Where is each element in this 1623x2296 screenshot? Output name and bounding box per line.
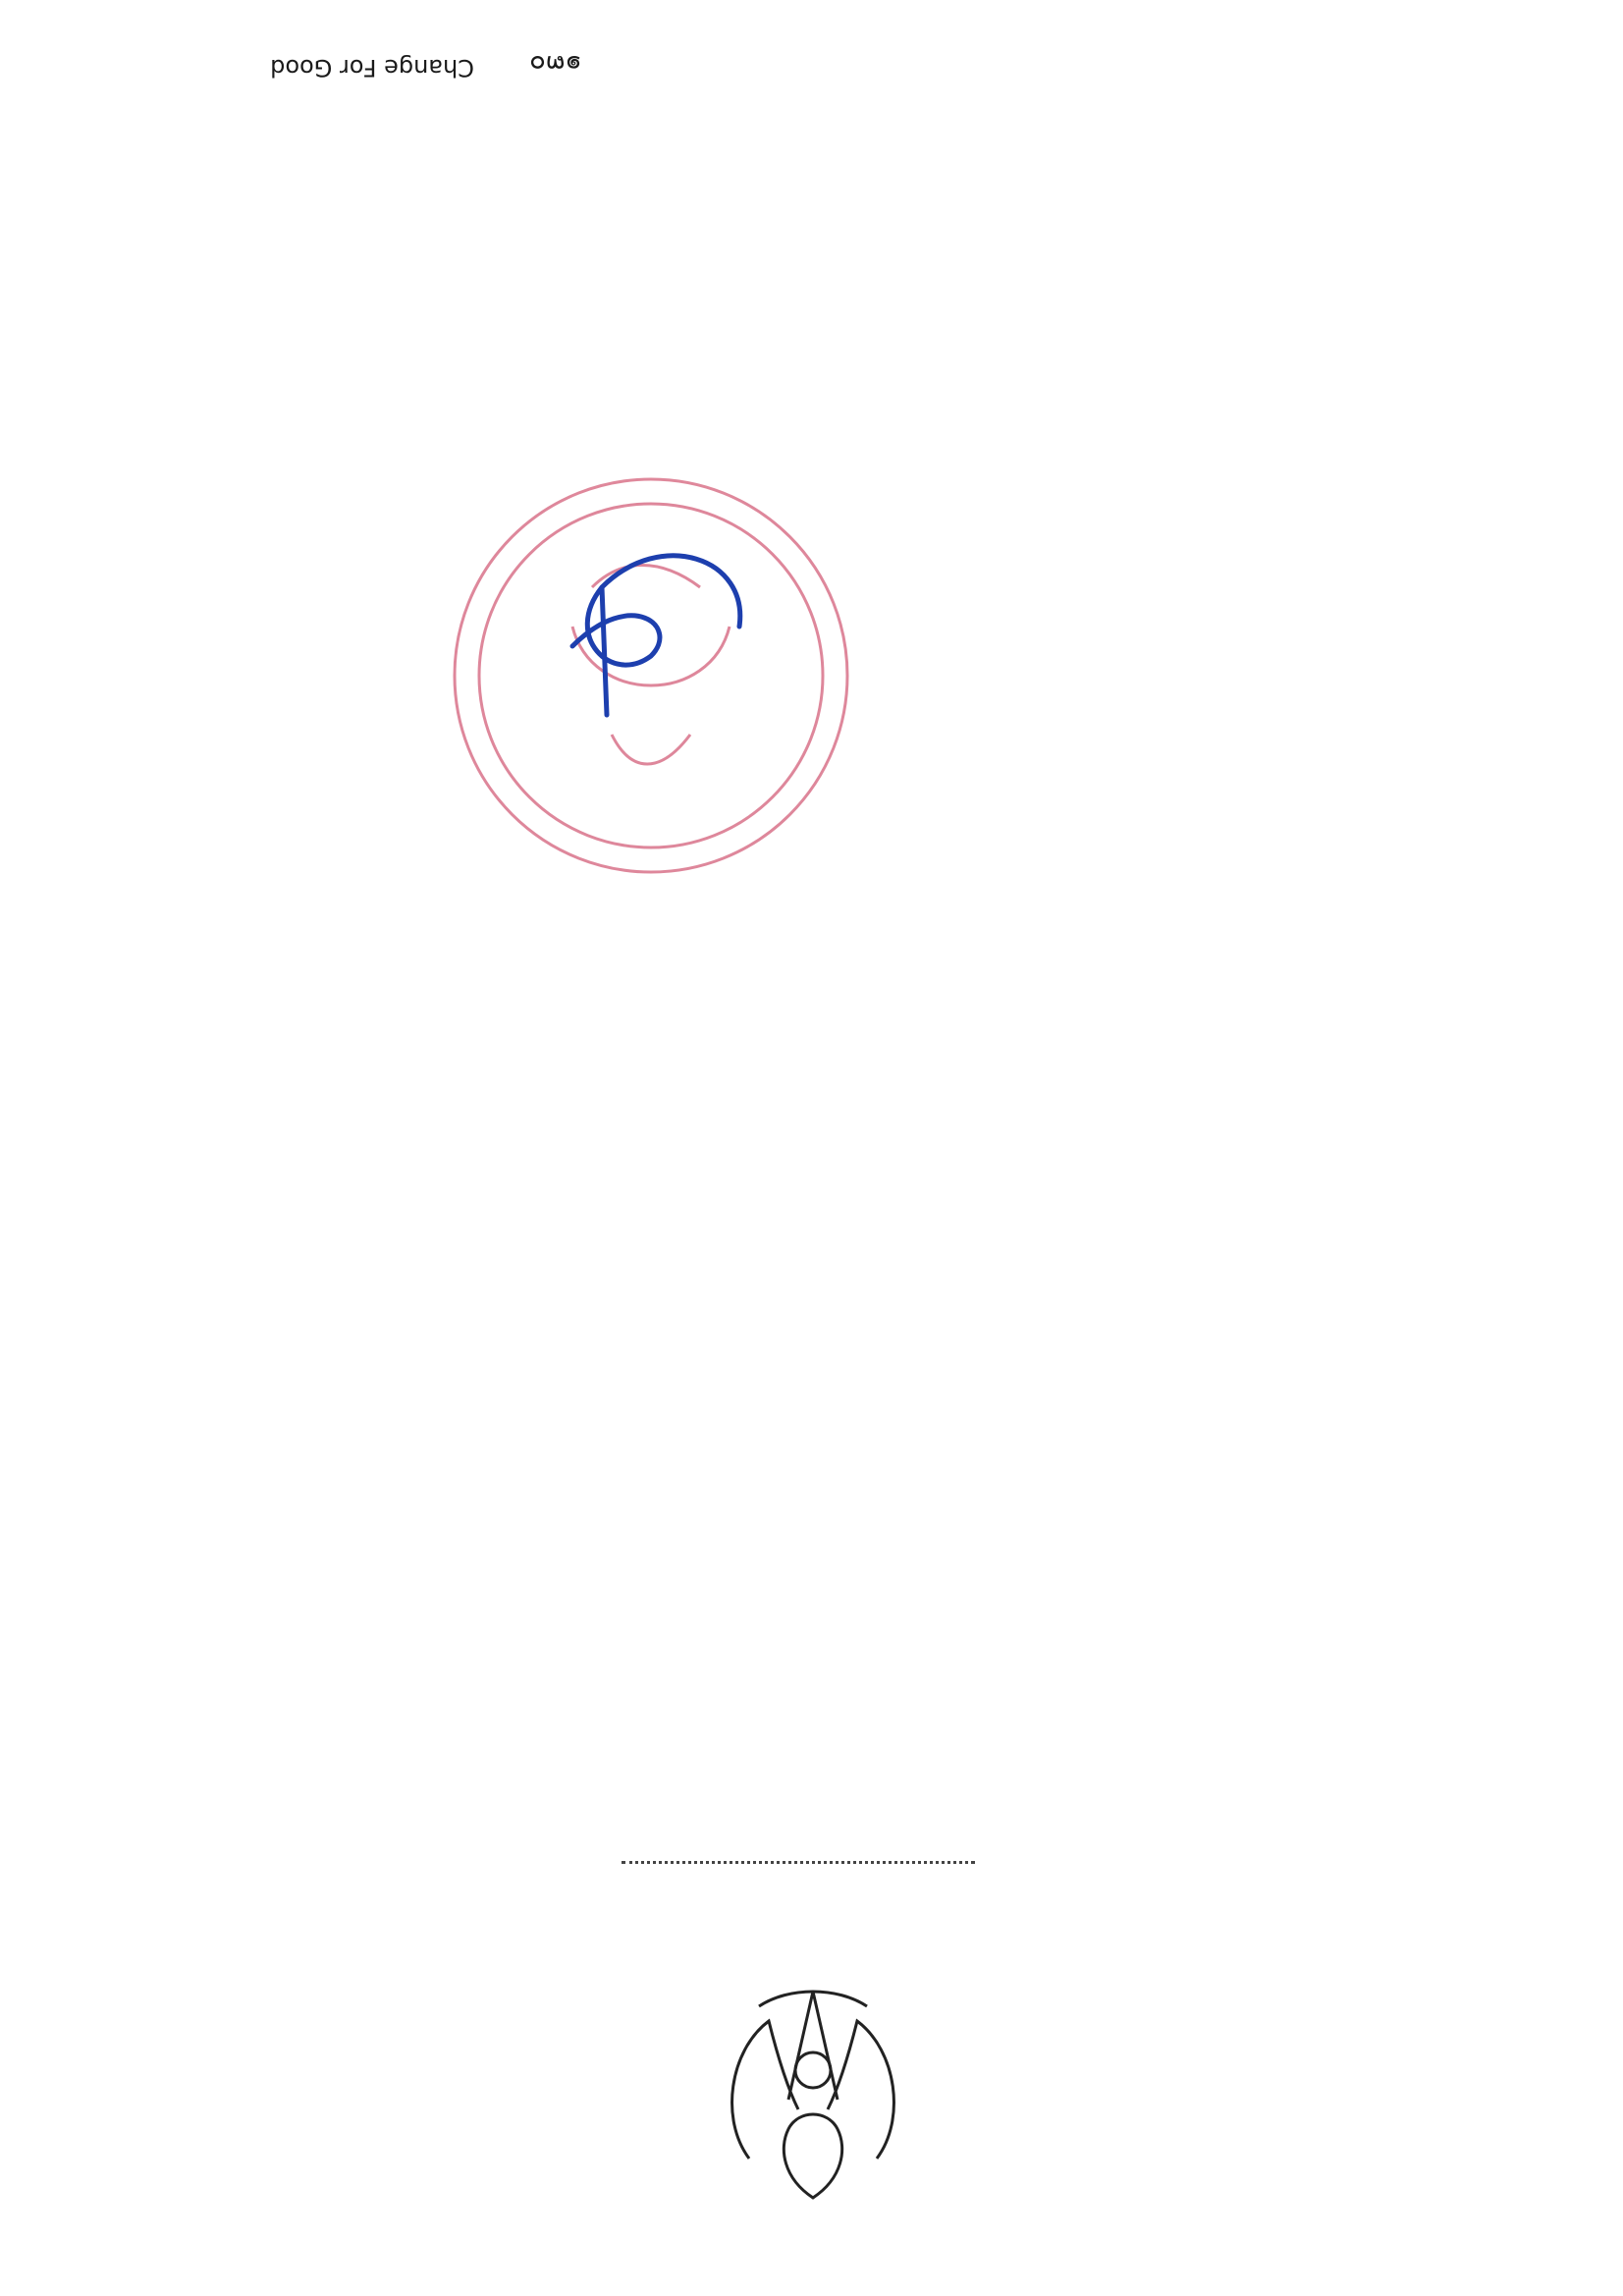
official-seal-icon [445,469,857,882]
footer-logos [52,18,602,106]
anniversary-logo: ๑๓๐ [528,49,582,82]
garuda-emblem-icon [690,1972,936,2217]
change-for-good-logo: Change For Good [270,54,474,82]
dotted-separator [622,1861,975,1864]
handwritten-signature [572,556,740,715]
body-text [199,1768,1417,1785]
